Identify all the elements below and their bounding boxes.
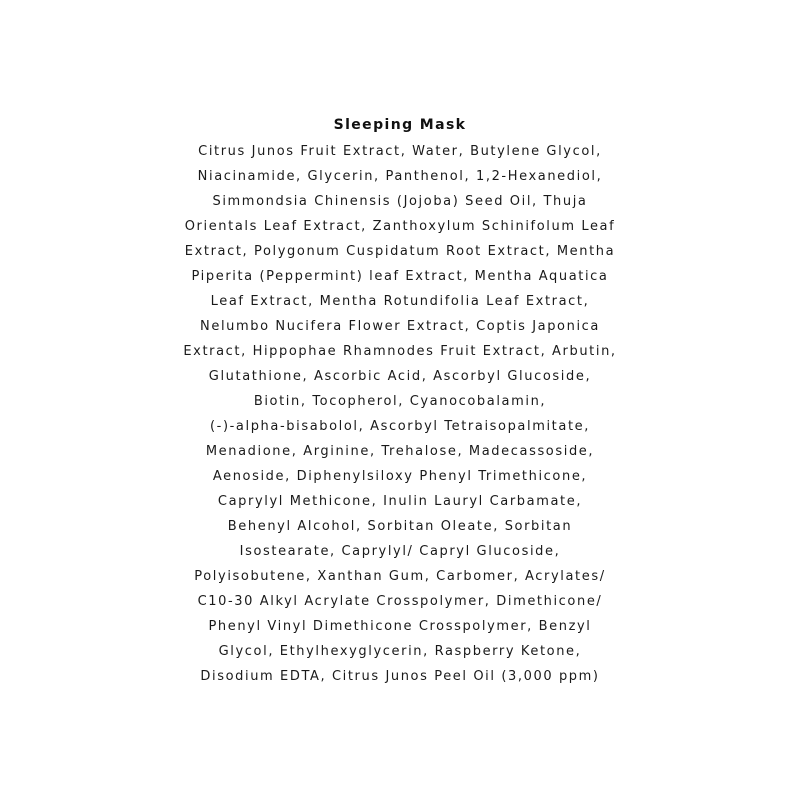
ingredient-line: C10-30 Alkyl Acrylate Crosspolymer, Dimethicone/ [197,594,603,609]
ingredient-line: Leaf Extract, Mentha Rotundifolia Leaf Extract, [210,294,590,309]
ingredient-line: Biotin, Tocopherol, Cyanocobalamin, [253,394,547,409]
ingredient-line: Glutathione, Ascorbic Acid, Ascorbyl Glucoside, [208,369,592,384]
ingredient-line: Aenoside, Diphenylsiloxy Phenyl Trimethicone, [212,469,588,484]
ingredient-line: Extract, Hippophae Rhamnodes Fruit Extract, Arbutin, [183,344,617,359]
ingredient-line: Simmondsia Chinensis (Jojoba) Seed Oil, Thuja [212,194,588,209]
ingredient-line: Caprylyl Methicone, Inulin Lauryl Carbamate, [217,494,583,509]
ingredient-line: Piperita (Peppermint) leaf Extract, Mentha Aquatica [191,269,609,284]
ingredient-line: Menadione, Arginine, Trehalose, Madecassoside, [205,444,595,459]
ingredient-line: (-)-alpha-bisabolol, Ascorbyl Tetraisopalmitate, [210,419,590,434]
ingredient-line: Glycol, Ethylhexyglycerin, Raspberry Ketone, [218,644,582,659]
product-title: Sleeping Mask [333,117,467,133]
ingredient-line: Behenyl Alcohol, Sorbitan Oleate, Sorbitan [227,519,573,534]
ingredient-line: Niacinamide, Glycerin, Panthenol, 1,2-Hexanediol, [197,169,603,184]
ingredient-list [0,139,800,689]
ingredient-line: Polyisobutene, Xanthan Gum, Carbomer, Acrylates/ [194,569,606,584]
ingredient-line: Orientals Leaf Extract, Zanthoxylum Schinifolum Leaf [184,219,616,234]
ingredient-line: Phenyl Vinyl Dimethicone Crosspolymer, Benzyl [208,619,592,634]
ingredient-line: Isostearate, Caprylyl/ Capryl Glucoside, [239,544,561,559]
ingredient-line: Nelumbo Nucifera Flower Extract, Coptis Japonica [200,319,600,334]
ingredient-line: Extract, Polygonum Cuspidatum Root Extract, Mentha [184,244,616,259]
ingredient-line: Disodium EDTA, Citrus Junos Peel Oil (3,000 ppm) [200,669,600,684]
ingredient-line: Citrus Junos Fruit Extract, Water, Butylene Glycol, [198,144,602,159]
